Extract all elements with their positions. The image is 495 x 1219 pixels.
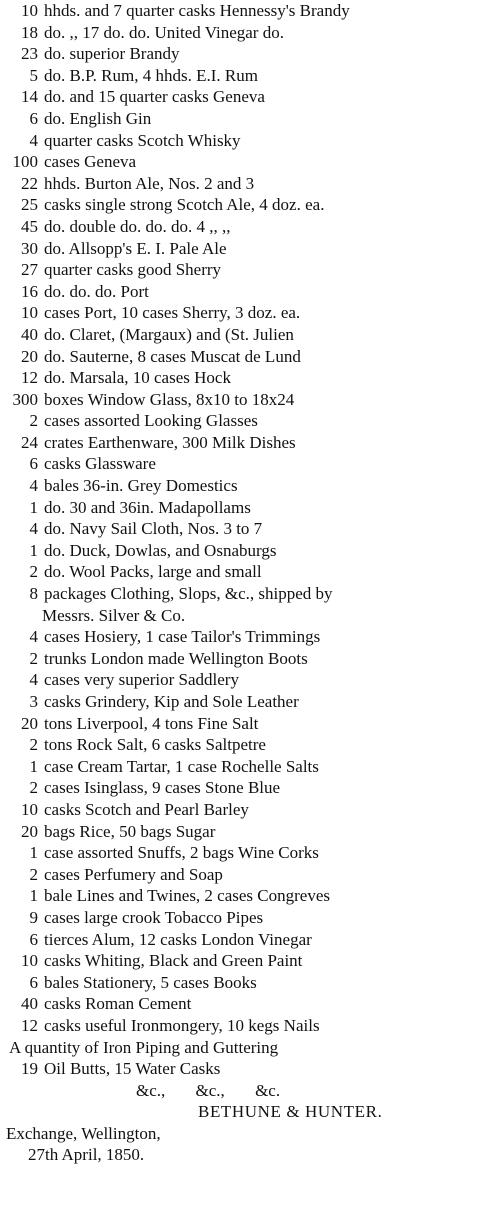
item-quantity: 2 xyxy=(29,411,38,431)
item-description: do. superior Brandy xyxy=(44,44,180,64)
item-quantity: 4 xyxy=(29,627,38,647)
list-item xyxy=(6,216,493,238)
list-item xyxy=(6,367,493,389)
list-item xyxy=(6,907,493,929)
list-item xyxy=(6,453,493,475)
list-item xyxy=(6,929,493,951)
item-quantity: 23 xyxy=(21,44,38,64)
item-quantity: 1 xyxy=(29,497,38,517)
merchant-signature: BETHUNE & HUNTER. xyxy=(198,1102,383,1122)
item-description: trunks London made Wellington Boots xyxy=(44,648,308,668)
shipper-continuation: Messrs. Silver & Co. xyxy=(42,605,186,625)
item-quantity: 24 xyxy=(21,432,38,452)
item-description: do. Allsopp's E. I. Pale Ale xyxy=(44,238,227,258)
list-item xyxy=(6,756,493,778)
item-quantity: 2 xyxy=(29,735,38,755)
item-description: bale Lines and Twines, 2 cases Congreves xyxy=(44,886,331,906)
item-description: bales 36-in. Grey Domestics xyxy=(44,476,238,496)
item-quantity: 4 xyxy=(29,130,38,150)
item-description: cases Port, 10 cases Sherry, 3 doz. ea. xyxy=(44,303,301,323)
item-description: do. and 15 quarter casks Geneva xyxy=(44,87,265,107)
list-item xyxy=(6,864,493,886)
item-description: quarter casks Scotch Whisky xyxy=(44,130,241,150)
list-item xyxy=(6,993,493,1015)
etcetera-2: &c., xyxy=(195,1080,225,1100)
item-description: cases very superior Saddlery xyxy=(44,670,239,690)
quantity-line xyxy=(6,1037,493,1059)
item-description: do. ,, 17 do. do. United Vinegar do. xyxy=(44,22,284,42)
item-quantity: 12 xyxy=(21,368,38,388)
item-quantity: 100 xyxy=(12,152,38,172)
list-item xyxy=(6,626,493,648)
item-description: casks Glassware xyxy=(44,454,156,474)
list-item xyxy=(6,648,493,670)
item-quantity: 9 xyxy=(29,907,38,927)
list-item xyxy=(6,691,493,713)
list-item xyxy=(6,734,493,756)
item-quantity: 1 xyxy=(29,886,38,906)
item-quantity: 30 xyxy=(21,238,38,258)
item-quantity: 2 xyxy=(29,562,38,582)
item-description: do. Wool Packs, large and small xyxy=(44,562,262,582)
item-description: casks single strong Scotch Ale, 4 doz. ea. xyxy=(44,195,325,215)
item-quantity: 27 xyxy=(21,260,38,280)
item-description: bags Rice, 50 bags Sugar xyxy=(44,821,216,841)
list-item xyxy=(6,410,493,432)
item-quantity: 1 xyxy=(29,756,38,776)
list-item xyxy=(6,238,493,260)
item-quantity: 19 xyxy=(21,1059,38,1079)
list-item xyxy=(6,583,493,605)
item-description: packages Clothing, Slops, &c., shipped by xyxy=(44,584,333,604)
item-description: case Cream Tartar, 1 case Rochelle Salts xyxy=(44,756,319,776)
item-description: hhds. Burton Ale, Nos. 2 and 3 xyxy=(44,173,255,193)
list-item xyxy=(6,346,493,368)
item-description: cases Isinglass, 9 cases Stone Blue xyxy=(44,778,281,798)
item-description: cases Geneva xyxy=(44,152,137,172)
item-quantity: 4 xyxy=(29,519,38,539)
place-line: Exchange, Wellington, xyxy=(6,1123,161,1143)
etcetera-1: &c., xyxy=(136,1080,166,1100)
item-quantity: 16 xyxy=(21,281,38,301)
item-quantity: 40 xyxy=(21,324,38,344)
item-description: cases Perfumery and Soap xyxy=(44,864,223,884)
item-description: do. Navy Sail Cloth, Nos. 3 to 7 xyxy=(44,519,263,539)
list-item xyxy=(6,22,493,44)
goods-list-continued xyxy=(6,626,493,1036)
item-quantity: 3 xyxy=(29,692,38,711)
etcetera-line xyxy=(6,1080,493,1102)
item-description: do. Marsala, 10 cases Hock xyxy=(44,368,231,388)
goods-list xyxy=(6,0,493,605)
item-quantity: 20 xyxy=(21,346,38,366)
quantity-line-text: A quantity of Iron Piping and Guttering xyxy=(9,1037,279,1057)
item-description: do. B.P. Rum, 4 hhds. E.I. Rum xyxy=(44,65,258,85)
item-quantity: 6 xyxy=(29,972,38,992)
list-item xyxy=(6,799,493,821)
item-description: do. double do. do. do. 4 ,, ,, xyxy=(44,216,231,236)
item-quantity: 8 xyxy=(29,584,38,604)
list-item xyxy=(6,86,493,108)
list-item xyxy=(6,0,493,22)
item-description: do. do. do. Port xyxy=(44,281,149,301)
item-quantity: 10 xyxy=(21,303,38,323)
item-description: casks Scotch and Pearl Barley xyxy=(44,799,249,819)
list-item xyxy=(6,324,493,346)
list-item xyxy=(6,389,493,411)
item-description: do. Sauterne, 8 cases Muscat de Lund xyxy=(44,346,301,366)
item-description: cases assorted Looking Glasses xyxy=(44,411,258,431)
item-quantity: 10 xyxy=(21,799,38,819)
list-item xyxy=(6,302,493,324)
item-quantity: 10 xyxy=(21,1,38,20)
item-quantity: 20 xyxy=(21,713,38,733)
item-description: tons Liverpool, 4 tons Fine Salt xyxy=(44,713,259,733)
item-quantity: 300 xyxy=(12,389,38,409)
item-description: casks Whiting, Black and Green Paint xyxy=(44,951,303,971)
item-quantity: 6 xyxy=(29,454,38,474)
item-description: cases Hosiery, 1 case Tailor's Trimmings xyxy=(44,627,321,647)
item-description: tierces Alum, 12 casks London Vinegar xyxy=(44,929,312,949)
item-description: tons Rock Salt, 6 casks Saltpetre xyxy=(44,735,266,755)
item-quantity: 5 xyxy=(29,65,38,85)
item-description: boxes Window Glass, 8x10 to 18x24 xyxy=(44,389,295,409)
list-item xyxy=(6,540,493,562)
item-quantity: 2 xyxy=(29,648,38,668)
list-item xyxy=(6,259,493,281)
etcetera-3: &c. xyxy=(255,1080,281,1100)
item-quantity: 20 xyxy=(21,821,38,841)
list-item xyxy=(6,497,493,519)
item-description: do. Claret, (Margaux) and (St. Julien xyxy=(44,324,294,344)
list-item xyxy=(6,173,493,195)
item-quantity: 18 xyxy=(21,22,38,42)
list-item xyxy=(6,475,493,497)
item-quantity: 4 xyxy=(29,670,38,690)
item-quantity: 6 xyxy=(29,929,38,949)
item-quantity: 2 xyxy=(29,864,38,884)
item-quantity: 4 xyxy=(29,476,38,496)
list-item xyxy=(6,821,493,843)
item-quantity: 6 xyxy=(29,108,38,128)
list-item xyxy=(6,194,493,216)
item-description: casks Roman Cement xyxy=(44,994,192,1014)
list-item xyxy=(6,713,493,735)
list-item xyxy=(6,972,493,994)
item-description: do. Duck, Dowlas, and Osnaburgs xyxy=(44,540,277,560)
list-item xyxy=(6,561,493,583)
item-quantity: 40 xyxy=(21,994,38,1014)
list-item xyxy=(6,669,493,691)
item-description: do. 30 and 36in. Madapollams xyxy=(44,497,251,517)
item-quantity: 45 xyxy=(21,216,38,236)
item-quantity: 12 xyxy=(21,1015,38,1035)
item-description: hhds. and 7 quarter casks Hennessy's Brandy xyxy=(44,1,350,20)
list-item xyxy=(6,950,493,972)
item-quantity: 25 xyxy=(21,195,38,215)
list-item xyxy=(6,842,493,864)
list-item xyxy=(6,1058,493,1080)
item-quantity: 2 xyxy=(29,778,38,798)
list-item xyxy=(6,885,493,907)
item-quantity: 1 xyxy=(29,540,38,560)
list-item xyxy=(6,151,493,173)
date-line: 27th April, 1850. xyxy=(28,1145,145,1165)
list-item xyxy=(6,108,493,130)
item-description: bales Stationery, 5 cases Books xyxy=(44,972,257,992)
item-quantity: 10 xyxy=(21,951,38,971)
item-description: do. English Gin xyxy=(44,108,152,128)
list-item xyxy=(6,65,493,87)
list-item xyxy=(6,43,493,65)
list-item xyxy=(6,1015,493,1037)
item-description: cases large crook Tobacco Pipes xyxy=(44,907,264,927)
list-item xyxy=(6,432,493,454)
list-item xyxy=(6,518,493,540)
list-item xyxy=(6,777,493,799)
list-item xyxy=(6,130,493,152)
item-description: casks useful Ironmongery, 10 kegs Nails xyxy=(44,1015,320,1035)
list-item xyxy=(6,281,493,303)
item-description: Oil Butts, 15 Water Casks xyxy=(44,1059,221,1079)
item-quantity: 14 xyxy=(21,87,38,107)
item-description: case assorted Snuffs, 2 bags Wine Corks xyxy=(44,843,319,863)
item-quantity: 22 xyxy=(21,173,38,193)
item-description: quarter casks good Sherry xyxy=(44,260,222,280)
item-quantity: 1 xyxy=(29,843,38,863)
item-description: crates Earthenware, 300 Milk Dishes xyxy=(44,432,296,452)
item-description: casks Grindery, Kip and Sole Leather xyxy=(44,692,299,711)
